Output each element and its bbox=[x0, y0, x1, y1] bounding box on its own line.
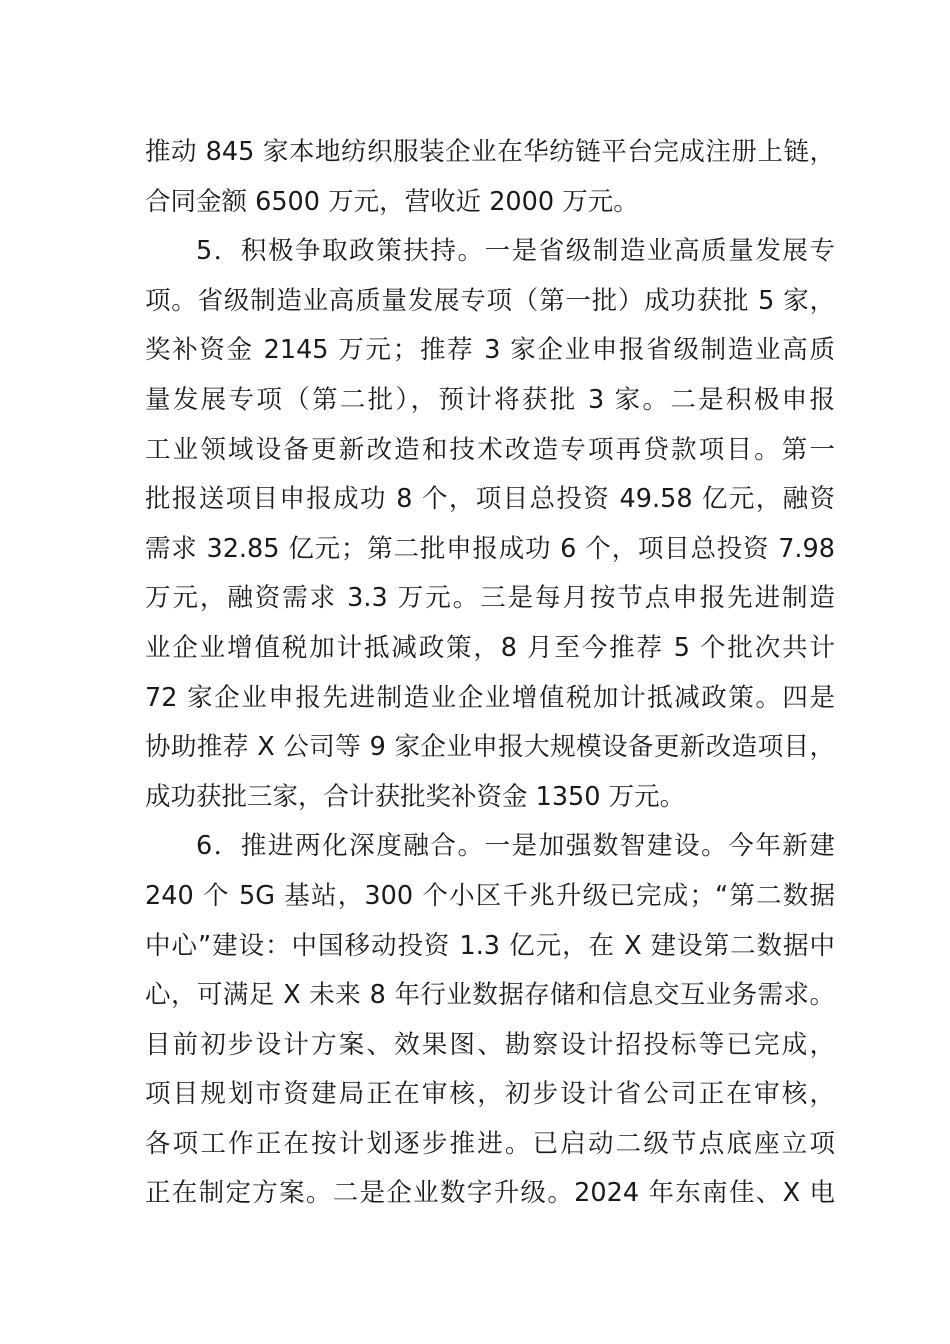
paragraph-heading-line: 6．推进两化深度融合。一是加强数智建设。今年新建 bbox=[196, 831, 835, 862]
text-line: 量发展专项（第二批），预计将获批 3 家。二是积极申报 bbox=[145, 384, 835, 415]
text-line: 成功获批三家，合计获批奖补资金 1350 万元。 bbox=[145, 781, 686, 812]
text-line: 万元，融资需求 3.3 万元。三是每月按节点申报先进制造 bbox=[145, 583, 835, 614]
text-line: 需求 32.85 亿元；第二批申报成功 6 个，项目总投资 7.98 bbox=[145, 533, 835, 564]
text-line: 项目规划市资建局正在审核，初步设计省公司正在审核， bbox=[145, 1079, 835, 1110]
paragraph-heading-line: 5．积极争取政策扶持。一是省级制造业高质量发展专 bbox=[196, 236, 835, 267]
document-body bbox=[145, 128, 835, 1219]
text-line: 批报送项目申报成功 8 个，项目总投资 49.58 亿元，融资 bbox=[145, 484, 835, 515]
text-line: 项。省级制造业高质量发展专项（第一批）成功获批 5 家， bbox=[145, 285, 835, 316]
text-line: 240 个 5G 基站，300 个小区千兆升级已完成；“第二数据 bbox=[145, 880, 835, 911]
text-line: 正在制定方案。二是企业数字升级。2024 年东南佳、X 电 bbox=[145, 1178, 835, 1209]
text-line: 72 家企业申报先进制造业企业增值税加计抵减政策。四是 bbox=[145, 682, 835, 713]
text-line: 心，可满足 X 未来 8 年行业数据存储和信息交互业务需求。 bbox=[145, 980, 835, 1011]
text-line: 业企业增值税加计抵减政策，8 月至今推荐 5 个批次共计 bbox=[145, 632, 835, 663]
paragraph-digital-integration bbox=[145, 822, 835, 1219]
text-line: 推动 845 家本地纺织服装企业在华纺链平台完成注册上链， bbox=[145, 137, 835, 167]
text-line: 各项工作正在按计划逐步推进。已启动二级节点底座立项 bbox=[145, 1128, 835, 1159]
text-line: 中心”建设：中国移动投资 1.3 亿元，在 X 建设第二数据中 bbox=[145, 930, 835, 961]
text-line: 目前初步设计方案、效果图、勘察设计招投标等已完成， bbox=[145, 1029, 835, 1060]
text-line: 奖补资金 2145 万元；推荐 3 家企业申报省级制造业高质 bbox=[145, 335, 835, 366]
paragraph-continuation bbox=[145, 128, 835, 227]
paragraph-policy-support bbox=[145, 227, 835, 822]
text-line: 合同金额 6500 万元，营收近 2000 万元。 bbox=[145, 186, 639, 217]
text-line: 协助推荐 X 公司等 9 家企业申报大规模设备更新改造项目， bbox=[145, 732, 835, 763]
text-line: 工业领域设备更新改造和技术改造专项再贷款项目。第一 bbox=[145, 434, 835, 465]
